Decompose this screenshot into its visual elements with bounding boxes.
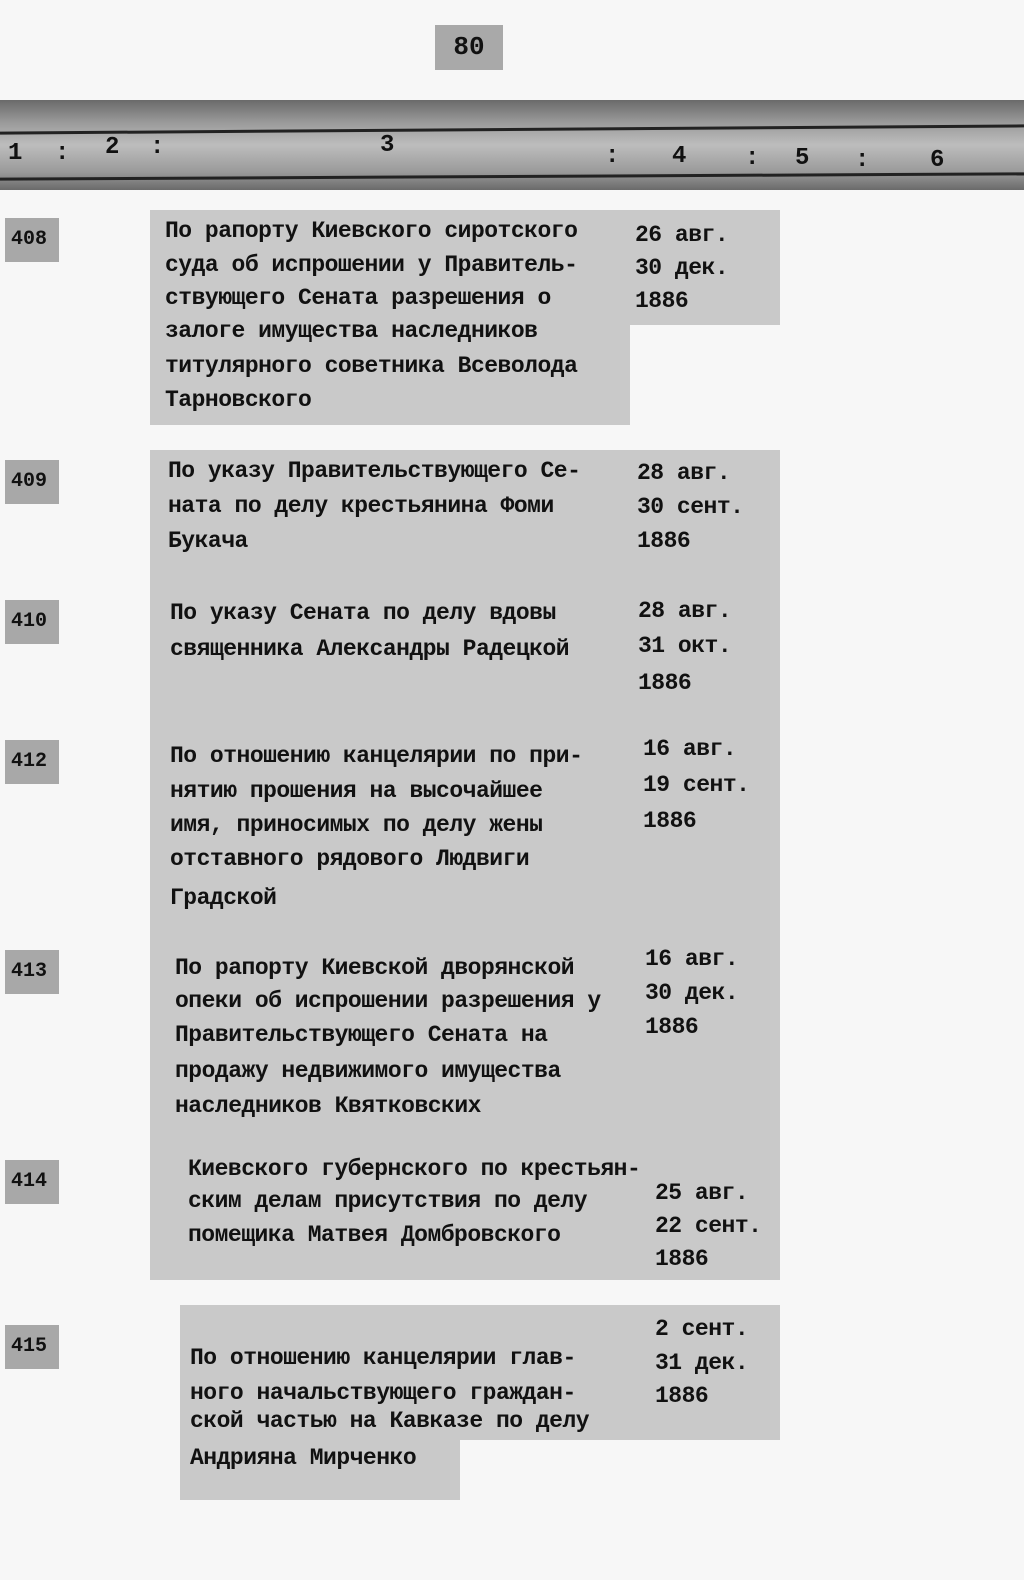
entry-number: 410	[5, 600, 59, 644]
entry-text-line: Правительствующего Сената на	[175, 1022, 548, 1048]
column-number: 3	[380, 132, 395, 159]
entry-text-line: Андрияна Мирченко	[190, 1445, 417, 1471]
entry-text-line: По рапорту Киевского сиротского	[165, 218, 578, 244]
entry-text-line: Букача	[168, 528, 248, 554]
entry-text-line: ствующего Сената разрешения о	[165, 285, 551, 311]
entry-date: 1886	[638, 670, 692, 696]
entry-text-line: помещика Матвея Домбровского	[188, 1222, 561, 1248]
entry-text-line: ного начальствующего граждан-	[190, 1380, 576, 1406]
entry-date: 1886	[655, 1246, 709, 1272]
entry-date: 31 окт.	[638, 633, 732, 659]
entry-text-line: Тарновского	[165, 387, 312, 413]
entry-text-line: Киевского губернского по крестьян-	[188, 1156, 641, 1182]
entry-date: 28 авг.	[638, 598, 732, 624]
entry-text-line: По отношению канцелярии глав-	[190, 1345, 576, 1371]
entry-number: 408	[5, 218, 59, 262]
entry-text-line: священника Александры Радецкой	[170, 636, 570, 662]
entry-text-line: Градской	[170, 885, 277, 911]
column-separator: :	[150, 134, 165, 161]
entry-number: 415	[5, 1325, 59, 1369]
entry-number: 412	[5, 740, 59, 784]
entry-text-line: имя, приносимых по делу жены	[170, 812, 543, 838]
entry-text-line: наследников Квятковских	[175, 1093, 481, 1119]
entry-text-line: ским делам присутствия по делу	[188, 1188, 588, 1214]
page-number: 80	[435, 25, 503, 70]
entry-number: 413	[5, 950, 59, 994]
entry-date: 28 авг.	[637, 460, 731, 486]
entry-date: 25 авг.	[655, 1180, 749, 1206]
entry-text-line: По рапорту Киевской дворянской	[175, 955, 575, 981]
entry-text-line: залоге имущества наследников	[165, 318, 538, 344]
entry-date: 1886	[637, 528, 691, 554]
column-number: 2	[105, 134, 120, 161]
entry-date: 22 сент.	[655, 1213, 762, 1239]
column-number: 4	[672, 143, 687, 170]
entry-date: 31 дек.	[655, 1350, 749, 1376]
entry-text-line: опеки об испрошении разрешения у	[175, 988, 601, 1014]
entry-text-line: ната по делу крестьянина Фоми	[168, 493, 554, 519]
entry-text-line: отставного рядового Людвиги	[170, 846, 530, 872]
entry-date: 30 дек.	[635, 255, 729, 281]
entry-date: 16 авг.	[643, 736, 737, 762]
entry-date: 26 авг.	[635, 222, 729, 248]
column-number: 5	[795, 145, 810, 172]
entry-date: 1886	[645, 1014, 699, 1040]
entry-text-line: суда об испрошении у Правитель-	[165, 252, 578, 278]
entry-number: 414	[5, 1160, 59, 1204]
entry-date: 2 сент.	[655, 1316, 749, 1342]
entry-date: 1886	[635, 288, 689, 314]
column-separator: :	[55, 140, 70, 167]
column-number: 1	[8, 140, 23, 167]
entry-text-line: По указу Сената по делу вдовы	[170, 600, 556, 626]
entry-text-line: нятию прошения на высочайшее	[170, 778, 543, 804]
entry-text-line: По отношению канцелярии по при-	[170, 743, 583, 769]
entry-text-line: По указу Правительствующего Се-	[168, 458, 581, 484]
entry-date: 30 сент.	[637, 494, 744, 520]
column-separator: :	[745, 145, 760, 172]
column-number: 6	[930, 147, 945, 174]
entry-date: 1886	[643, 808, 697, 834]
entry-date: 30 дек.	[645, 980, 739, 1006]
entry-text-line: продажу недвижимого имущества	[175, 1058, 561, 1084]
entry-date: 19 сент.	[643, 772, 750, 798]
entry-text-line: ской частью на Кавказе по делу	[190, 1408, 590, 1434]
entry-date: 16 авг.	[645, 946, 739, 972]
column-separator: :	[855, 147, 870, 174]
column-separator: :	[605, 143, 620, 170]
entry-date: 1886	[655, 1383, 709, 1409]
entry-text-line: титулярного советника Всеволода	[165, 353, 578, 379]
entry-number: 409	[5, 460, 59, 504]
